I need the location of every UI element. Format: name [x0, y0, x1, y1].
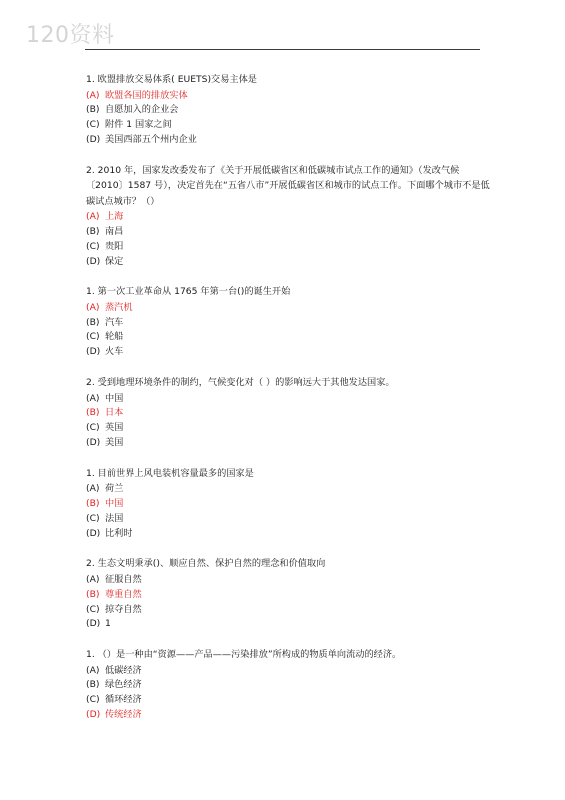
option-d [86, 708, 491, 723]
question-item [86, 284, 491, 360]
option-letter: (A) [86, 573, 100, 585]
option-text: 传统经济 [105, 709, 142, 721]
option-text: 汽车 [105, 316, 124, 328]
option-text: 美国西部五个州内企业 [105, 133, 197, 145]
option-letter: (B) [86, 679, 100, 691]
question-list [86, 72, 491, 738]
question-item [86, 556, 491, 632]
option-text: 贵阳 [105, 240, 124, 252]
option-b [86, 406, 491, 421]
question-item [86, 647, 491, 723]
option-letter: (B) [86, 104, 100, 116]
option-a [86, 392, 491, 407]
option-text: 低碳经济 [105, 664, 142, 676]
option-text: 蒸汽机 [105, 301, 133, 313]
option-letter: (C) [86, 512, 100, 524]
option-text: 轮船 [105, 331, 124, 343]
option-letter: (C) [86, 603, 100, 615]
option-a [86, 301, 491, 316]
option-text: 英国 [105, 422, 124, 434]
option-text: 美国 [105, 436, 124, 448]
option-b [86, 678, 491, 693]
option-letter: (B) [86, 316, 100, 328]
question-item [86, 163, 491, 270]
option-c [86, 421, 491, 436]
option-letter: (D) [86, 346, 101, 358]
option-text: 荷兰 [105, 483, 124, 495]
option-b [86, 588, 491, 603]
option-letter: (D) [86, 255, 101, 267]
option-d [86, 133, 491, 148]
option-a [86, 482, 491, 497]
option-c [86, 512, 491, 527]
option-letter: (B) [86, 407, 100, 419]
option-b [86, 225, 491, 240]
option-text: 日本 [105, 407, 124, 419]
question-text: 1. 目前世界上风电装机容量最多的国家是 [86, 467, 254, 479]
option-text: 上海 [105, 211, 124, 223]
question-text: 2. 2010 年，国家发改委发布了《关于开展低碳省区和低碳城市试点工作的通知》（发改气候〔2010〕1587 号），决定首先在“五省八市”开展低碳省区和城市的试点工作。下面哪个城市不是低碳试点城市？（） [86, 164, 490, 207]
question-item [86, 466, 491, 542]
option-b [86, 103, 491, 118]
option-text: 循环经济 [105, 694, 142, 706]
option-letter: (A) [86, 392, 100, 404]
option-d [86, 255, 491, 270]
question-item [86, 72, 491, 148]
header-rule [85, 49, 480, 50]
option-letter: (C) [86, 422, 100, 434]
question-text: 1. 欧盟排放交易体系( EUETS)交易主体是 [86, 74, 257, 85]
option-text: 中国 [105, 498, 124, 510]
option-letter: (B) [86, 588, 100, 600]
option-text: 火车 [105, 346, 124, 358]
option-text: 中国 [105, 392, 124, 404]
option-text: 自愿加入的企业会 [105, 104, 179, 116]
option-letter: (C) [86, 240, 100, 252]
option-c [86, 118, 491, 133]
option-text: 征服自然 [105, 573, 142, 585]
question-item [86, 375, 491, 451]
option-text: 南昌 [105, 225, 124, 237]
question-text: 2. 生态文明秉承()、顺应自然、保护自然的理念和价值取向 [86, 558, 326, 570]
option-letter: (A) [86, 483, 100, 495]
option-letter: (D) [86, 133, 101, 145]
option-letter: (D) [86, 709, 101, 721]
option-a [86, 664, 491, 679]
option-a [86, 89, 491, 104]
option-text: 1 [105, 618, 111, 630]
option-a [86, 573, 491, 588]
option-letter: (A) [86, 211, 100, 223]
option-letter: (C) [86, 694, 100, 706]
option-letter: (A) [86, 89, 100, 101]
question-text: 1. （）是一种由“资源——产品——污染排放”所构成的物质单向流动的经济。 [86, 649, 402, 661]
option-d [86, 436, 491, 451]
option-letter: (D) [86, 618, 101, 630]
option-c [86, 240, 491, 255]
option-letter: (C) [86, 331, 100, 343]
option-c [86, 693, 491, 708]
option-letter: (D) [86, 527, 101, 539]
option-text: 掠夺自然 [105, 603, 142, 615]
option-letter: (C) [86, 119, 100, 131]
option-c [86, 330, 491, 345]
option-letter: (A) [86, 301, 100, 313]
option-text: 比利时 [105, 527, 133, 539]
question-text: 2. 受到地理环境条件的制约，气候变化对（ ）的影响远大于其他发达国家。 [86, 377, 395, 389]
option-text: 法国 [105, 512, 124, 524]
option-d [86, 617, 491, 632]
question-text: 1. 第一次工业革命从 1765 年第一台()的诞生开始 [86, 286, 291, 298]
option-c [86, 603, 491, 618]
option-a [86, 210, 491, 225]
option-letter: (A) [86, 664, 100, 676]
option-text: 保定 [105, 255, 124, 267]
option-d [86, 527, 491, 542]
option-b [86, 316, 491, 331]
option-letter: (D) [86, 436, 101, 448]
option-letter: (B) [86, 225, 100, 237]
option-text: 绿色经济 [105, 679, 142, 691]
option-d [86, 345, 491, 360]
option-letter: (B) [86, 498, 100, 510]
option-b [86, 497, 491, 512]
watermark-logo: 120资料 [26, 23, 115, 48]
option-text: 附件 1 国家之间 [105, 119, 172, 131]
option-text: 欧盟各国的排放实体 [105, 89, 188, 101]
option-text: 尊重自然 [105, 588, 142, 600]
